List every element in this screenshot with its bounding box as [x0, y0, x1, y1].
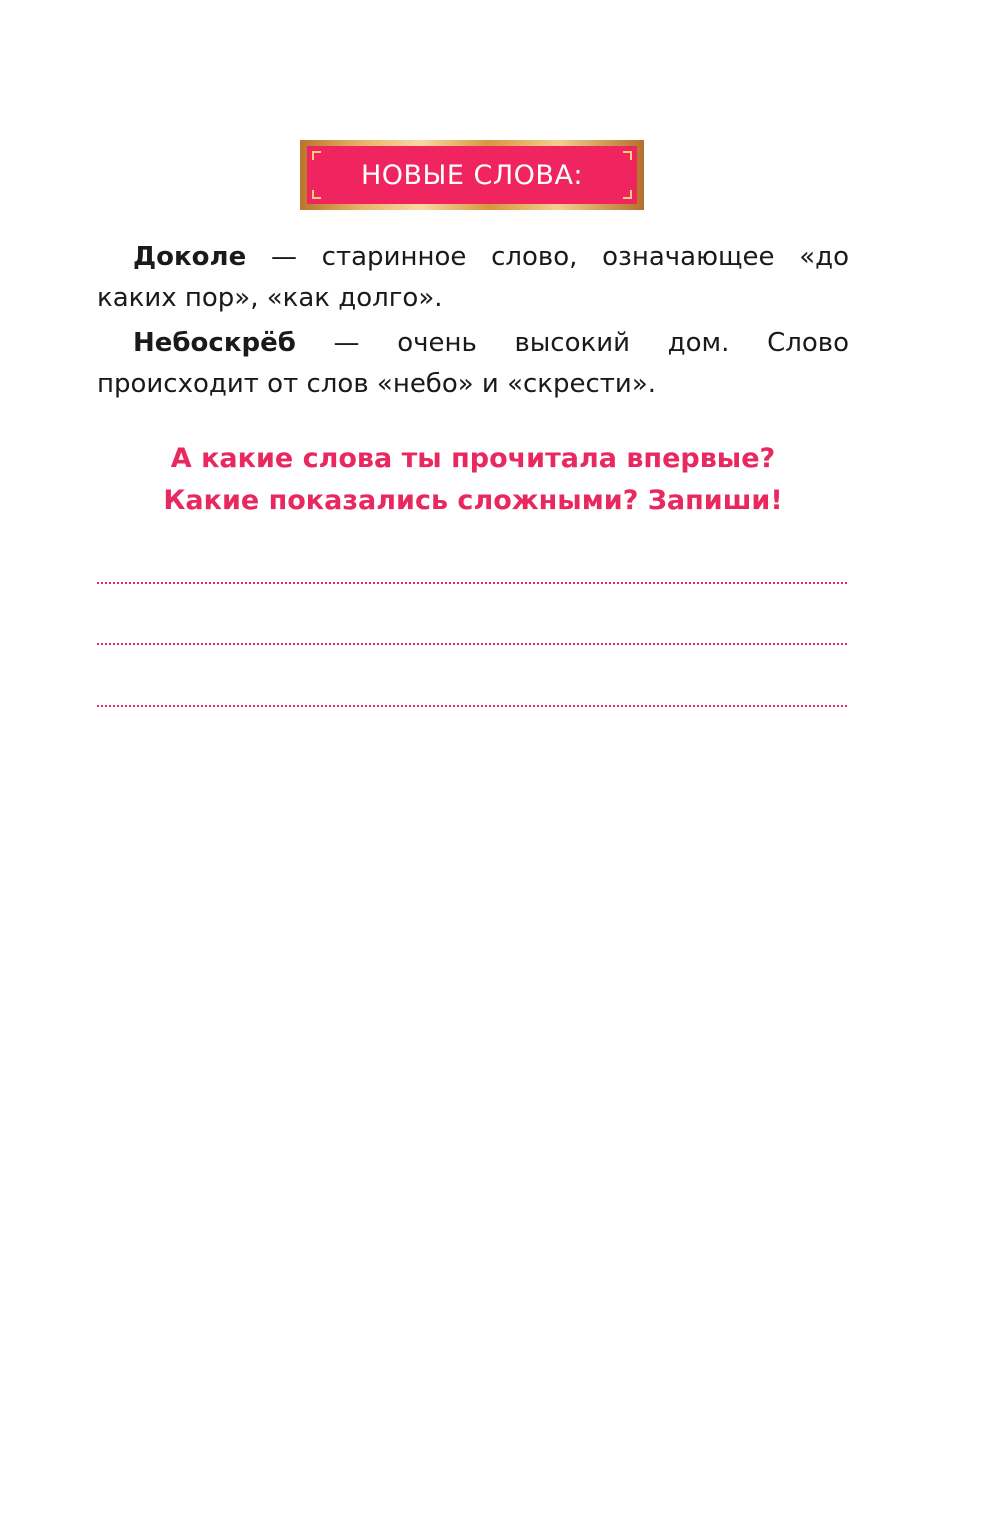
answer-line[interactable]: [97, 643, 847, 645]
definition-text: — очень высокий дом. Слово происходит от слов «небо» и «скрести».: [97, 328, 849, 399]
writing-prompt: [97, 438, 849, 522]
definition-term: Небоскрёб: [133, 328, 296, 358]
answer-line[interactable]: [97, 582, 847, 584]
answer-line[interactable]: [97, 705, 847, 707]
definition-item: [97, 323, 849, 405]
definition-item: [97, 237, 849, 319]
corner-ornament-icon: [623, 190, 632, 199]
prompt-line-1: А какие слова ты прочитала впервые?: [170, 443, 776, 474]
new-words-banner: [300, 140, 644, 210]
banner-panel: [307, 146, 637, 204]
corner-ornament-icon: [312, 190, 321, 199]
corner-ornament-icon: [312, 151, 321, 160]
definition-term: Доколе: [133, 242, 247, 272]
definition-text: — старинное слово, означающее «до каких пор», «как долго».: [97, 242, 849, 313]
banner-title: НОВЫЕ СЛОВА:: [360, 159, 584, 191]
definitions-list: [97, 237, 849, 409]
prompt-line-2: Какие показались сложными? Запиши!: [163, 485, 783, 516]
corner-ornament-icon: [623, 151, 632, 160]
